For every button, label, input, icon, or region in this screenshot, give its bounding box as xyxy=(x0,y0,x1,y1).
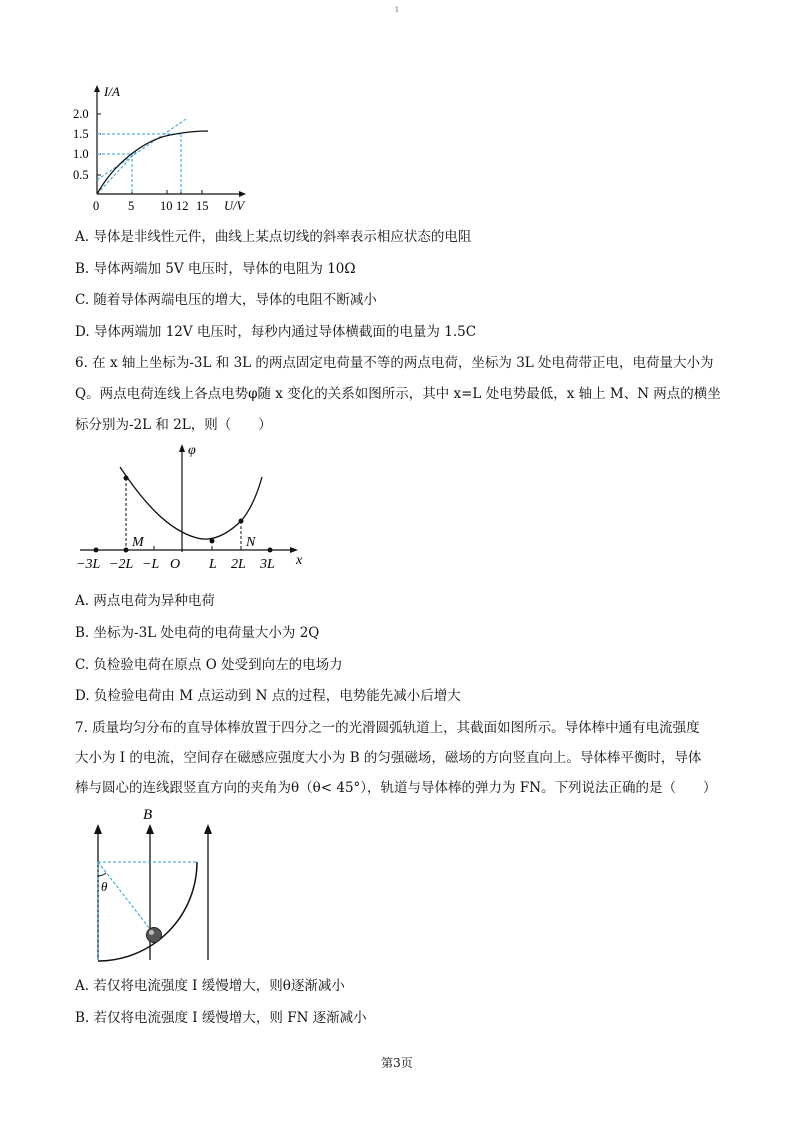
iu-x-label: U/V xyxy=(224,199,245,213)
iu-x-tick-label: 5 xyxy=(128,199,135,213)
theta-label: θ xyxy=(101,879,108,894)
radius-dash-diag xyxy=(98,862,153,933)
iu-chord-line xyxy=(97,152,136,194)
arc-track xyxy=(98,862,197,961)
x-tick-label: −2L xyxy=(109,557,134,572)
x-tick-label: 3L xyxy=(260,557,275,572)
q7-stem-line-1: 7. 质量均匀分布的直导体棒放置于四分之一的光滑圆弧轨道上，其截面如图所示。导体棒中通有电流强度 xyxy=(75,720,700,736)
iu-x-tick-label: 15 xyxy=(196,199,209,213)
q6-option-b: B. 坐标为-3L 处电荷的电荷量大小为 2Q xyxy=(75,625,320,641)
x-tick-label: L xyxy=(209,557,217,572)
q5-option-b: B. 导体两端加 5V 电压时，导体的电阻为 10Ω xyxy=(75,261,356,277)
q6-stem-line-3: 标分别为-2L 和 2L，则（ ） xyxy=(75,417,272,433)
x-tick-label: −L xyxy=(142,557,160,572)
q5-option-c: C. 随着导体两端电压的增大，导体的电阻不断减小 xyxy=(75,292,377,308)
iu-y-tick-label: 0.5 xyxy=(73,168,89,182)
q7-option-b: B. 若仅将电流强度 I 缓慢增大，则 FN 逐渐减小 xyxy=(75,1010,367,1026)
q7-stem-line-3: 棒与圆心的连线跟竖直方向的夹角为θ（θ< 45°），轨道与导体棒的弹力为 FN。下列说法正确的是（ ） xyxy=(75,780,717,796)
iu-y-label: I/A xyxy=(104,84,120,99)
iu-y-tick-label: 1.0 xyxy=(73,147,89,161)
potential-graph-figure xyxy=(72,440,312,580)
x-tick-label: 2L xyxy=(231,557,246,572)
arc-track-figure xyxy=(80,805,230,965)
x-label: x xyxy=(296,553,303,568)
point-min xyxy=(210,539,215,544)
x-tick-label: −3L xyxy=(76,557,101,572)
iu-x-tick-label: 12 xyxy=(176,199,189,213)
iu-x-arrow xyxy=(239,191,246,197)
iu-x-tick-label: 10 xyxy=(160,199,173,213)
theta-arc xyxy=(98,873,106,876)
q6-option-a: A. 两点电荷为异种电荷 xyxy=(75,593,215,609)
q5-option-a: A. 导体是非线性元件，曲线上某点切线的斜率表示相应状态的电阻 xyxy=(75,229,472,245)
n-label: N xyxy=(246,535,256,550)
m-label: M xyxy=(132,535,144,550)
q7-stem-line-2: 大小为 I 的电流，空间存在磁感应强度大小为 B 的匀强磁场，磁场的方向竖直向上。导体棒平衡时，导体 xyxy=(75,750,702,766)
x-tick-label: O xyxy=(170,557,181,572)
iu-graph-figure xyxy=(70,82,260,217)
page-number: 第3页 xyxy=(381,1056,413,1070)
q6-option-d: D. 负检验电荷由 M 点运动到 N 点的过程，电势能先减小后增大 xyxy=(75,688,461,704)
iu-y-tick-label: 2.0 xyxy=(73,107,89,121)
q5-option-d: D. 导体两端加 12V 电压时，每秒内通过导体横截面的电量为 1.5C xyxy=(75,324,477,340)
iu-tangent-line xyxy=(97,119,186,180)
conductor-rod xyxy=(147,928,162,943)
iu-y-tick-label: 1.5 xyxy=(73,127,89,141)
q6-stem-line-1: 6. 在 x 轴上坐标为-3L 和 3L 的两点固定电荷量不等的两点电荷，坐标为 3L 处电荷带正电，电荷量大小为 xyxy=(75,355,714,371)
q6-stem-line-2: Q。两点电荷连线上各点电势φ随 x 变化的关系如图所示，其中 x=L 处电势最低，x 轴上 M、N 两点的横坐 xyxy=(75,386,721,402)
iu-y-arrow xyxy=(94,85,100,92)
phi-label: φ xyxy=(188,443,196,458)
q7-option-a: A. 若仅将电流强度 I 缓慢增大，则θ逐渐减小 xyxy=(75,978,345,994)
q6-option-c: C. 负检验电荷在原点 O 处受到向左的电场力 xyxy=(75,657,343,673)
iu-x-tick-label: 0 xyxy=(93,199,100,213)
header-mark: 1 xyxy=(394,6,400,14)
phi-y-arrow xyxy=(179,444,185,452)
b-label: B xyxy=(143,807,153,823)
point-n xyxy=(239,519,244,524)
iu-curve xyxy=(97,131,208,194)
point-m xyxy=(124,476,129,481)
